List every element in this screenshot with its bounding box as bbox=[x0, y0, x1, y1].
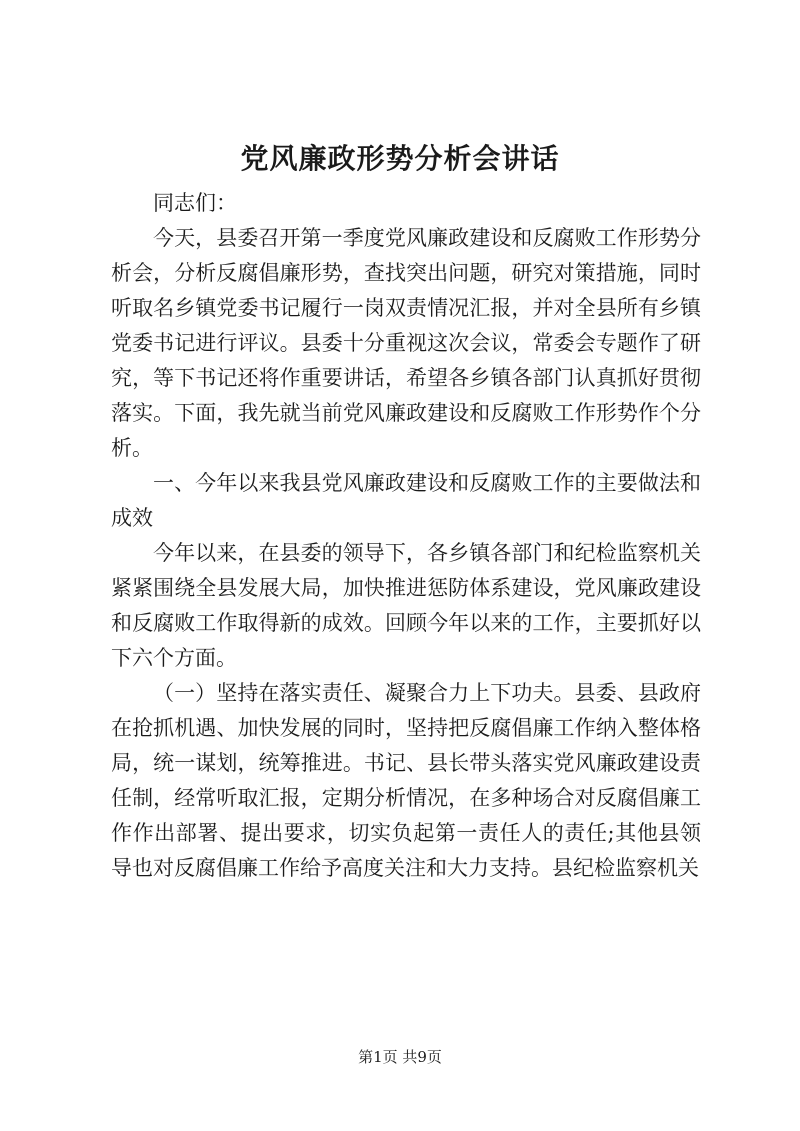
paragraph-subsection-1: （一）坚持在落实责任、凝聚合力上下功夫。县委、县政府在抢抓机遇、加快发展的同时，坚持把反腐倡廉工作纳入整体格局，统一谋划，统筹推进。书记、县长带头落实党风廉政建设责任制，经常听取汇报，定期分析情况，在多种场合对反腐倡廉工作作出部署、提出要求，切实负起第一责任人的责任;其他县领导也对反腐倡廉工作给予高度关注和大力支持。县纪检监察机关 bbox=[111, 681, 701, 880]
paragraph-intro: 今天，县委召开第一季度党风廉政建设和反腐败工作形势分析会，分析反腐倡廉形势，查找突出问题，研究对策措施，同时听取名乡镇党委书记履行一岗双责情况汇报，并对全县所有乡镇党委书记进行评议。县委十分重视这次会议，常委会专题作了研究，等下书记还将作重要讲话，希望各乡镇各部门认真抓好贯彻落实。下面，我先就当前党风廉政建设和反腐败工作形势作个分析。 bbox=[111, 226, 701, 460]
section-heading-1: 一、今年以来我县党风廉政建设和反腐败工作的主要做法和成效 bbox=[111, 471, 701, 530]
paragraph-greeting: 同志们： bbox=[153, 191, 237, 215]
page-number-footer: 第1页 共9页 bbox=[358, 1048, 442, 1066]
paragraph-section-1-intro: 今年以来，在县委的领导下，各乡镇各部门和纪检监察机关紧紧围绕全县发展大局，加快推进惩防体系建设，党风廉政建设和反腐败工作取得新的成效。回顾今年以来的工作，主要抓好以下六个方面。 bbox=[111, 541, 701, 670]
document-title: 党风廉政形势分析会讲话 bbox=[240, 142, 560, 175]
document-body bbox=[111, 186, 701, 886]
